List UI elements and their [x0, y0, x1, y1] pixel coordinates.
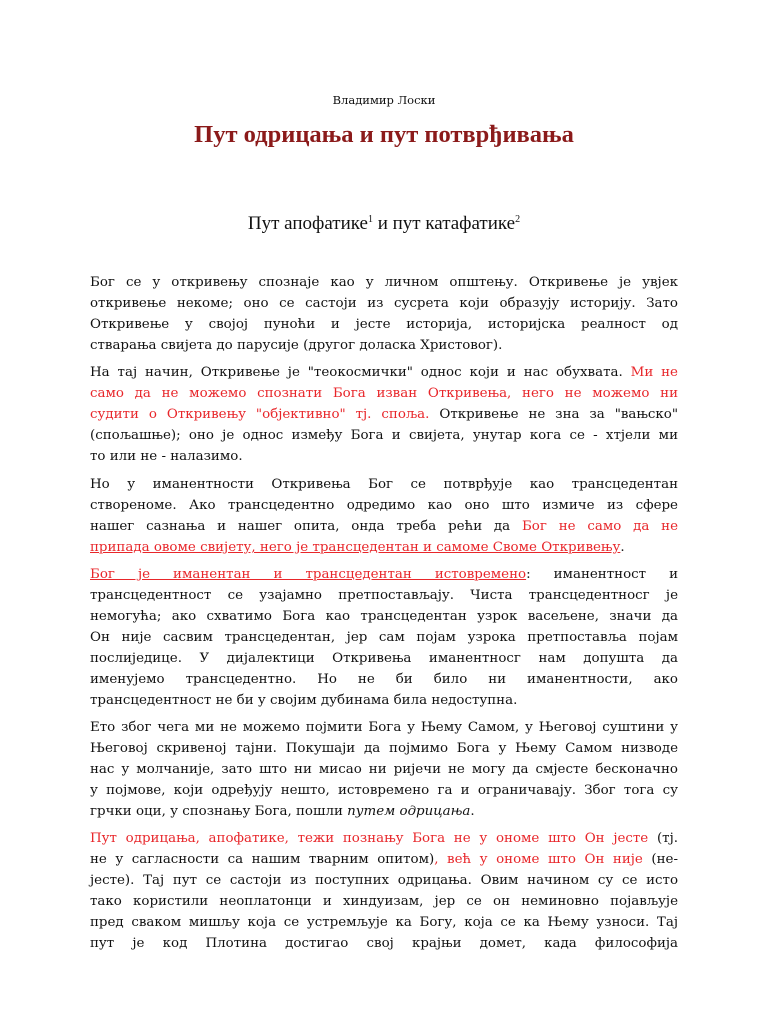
- paragraph-4-line: трансцедентност не би у својим дубинама била недоступна.: [90, 693, 518, 708]
- text-run: На тај начин, Откривење је "теокосмички" однос који и нас обухвата.: [90, 365, 631, 380]
- paragraph-4-line: немогућа; ако схватимо Бога као трансцедентан узрок васељене, значи да: [90, 609, 678, 624]
- paragraph-1-line: стварања свијета до парусије (другог доласка Христовог).: [90, 338, 503, 353]
- text-run: нашег сазнања и нашег опита, онда треба рећи да: [90, 519, 522, 534]
- paragraph-1-line: Бог се у откривењу спознаје као у личном општењу. Откривење је увјек: [90, 275, 678, 290]
- paragraph-4-line: трансцедентност се узајамно претпостављају. Чиста трансцедентносг је: [90, 588, 678, 603]
- author-name: Владимир Лоски: [332, 93, 436, 107]
- highlighted-text: Бог је иманентан и трансцедентан истовремено: [90, 567, 527, 582]
- emphasized-text: путем одрицања: [347, 804, 471, 819]
- text-run: не у сагласности са нашим тварним опитом): [90, 852, 435, 867]
- paragraph-2-line: (спољашње); оно је однос између Бога и свијета, унутар кога се - хтјели ми: [90, 428, 678, 443]
- paragraph-2-line: [90, 362, 678, 383]
- paragraph-6-line: јесте). Тај пут се састоји из поступних одрицања. Овим начином су се исто: [90, 873, 678, 888]
- heading-part-1: Пут апофатике: [247, 213, 368, 234]
- paragraph-6-line: пут је код Плотина достигао свој крајњи домет, када философија: [90, 936, 678, 951]
- paragraph-5-line: Његовој скривеној тајни. Покушаји да појмимо Бога у Њему Самом низводе: [90, 741, 678, 756]
- highlighted-text: судити о Откривењу "објективно" тј. споља.: [90, 407, 430, 422]
- paragraph-6-line: тако користили неоплатонци и хиндуизам, јер се он неминовно појављује: [90, 894, 678, 909]
- paragraph-2-line: то или не - налазимо.: [90, 449, 243, 464]
- paragraph-5-line: у појмове, који одређују нешто, истовремено га и ограничавају. Због тога су: [90, 783, 678, 798]
- text-run: (не-: [642, 852, 678, 867]
- text-run: Откривење не зна за "вањско": [429, 407, 678, 422]
- text-run: : иманентност и: [526, 567, 678, 582]
- paragraph-6-line: [90, 849, 678, 870]
- paragraph-4-line: послиједице. У дијалектици Откривења иманентносг нам допушта да: [90, 651, 678, 666]
- paragraph-6-line: [90, 828, 678, 849]
- highlighted-text: Бог не само да не: [521, 519, 678, 534]
- paragraph-4-line: [90, 564, 678, 585]
- highlighted-text: Ми не: [630, 365, 678, 380]
- text-run: ,: [434, 852, 448, 867]
- paragraph-5-line: Ето због чега ми не можемо појмити Бога у Њему Самом, у Његовој суштини у: [90, 720, 678, 735]
- paragraph-1-line: Откривење у својој пуноћи и јесте историја, историјска реалност од: [90, 317, 678, 332]
- text-run: .: [470, 804, 475, 819]
- highlighted-text: већ у ономе што Он није: [447, 852, 643, 867]
- document-title: Пут одрицања и пут потврђивања: [194, 121, 574, 148]
- paragraph-4-line: именујемо трансцедентно. Но не би било ни иманентности, ако: [90, 672, 678, 687]
- footnote-ref-2: 2: [515, 214, 521, 225]
- paragraph-3-line: [90, 516, 678, 537]
- highlighted-text: Пут одрицања, апофатике, тежи познању Бога не у ономе што Он јесте: [90, 831, 649, 846]
- paragraph-1-line: откривење некоме; оно се састоји из сусрета који образују историју. Зато: [90, 296, 678, 311]
- paragraph-5-line: нас у молчаније, зато што ни мисао ни ријечи не могу да смјесте бесконачно: [90, 762, 678, 777]
- paragraph-4-line: Он није сасвим трансцедентан, јер сам појам узрока претпоставља појам: [90, 630, 678, 645]
- section-heading: [0, 213, 768, 235]
- paragraph-3-line: створеноме. Ако трансцедентно одредимо као оно што измиче из сфере: [90, 498, 678, 513]
- paragraph-3-line: Но у иманентности Откривења Бог се потврђује као трансцедентан: [90, 477, 678, 492]
- paragraph-3-line: [90, 537, 678, 558]
- paragraph-6-line: пред сваком мишљу која се устремљује ка Богу, која се ка Њему узноси. Тај: [90, 915, 678, 930]
- highlighted-text: припада овоме свијету, него је трансцедентан и самоме Своме Откривењу: [90, 540, 621, 555]
- heading-part-2: и пут катафатике: [372, 213, 516, 234]
- paragraph-2-line: само да не можемо спознати Бога изван Откривења, него не можемо ни: [90, 386, 678, 401]
- text-run: .: [620, 540, 625, 555]
- paragraph-5-line: [90, 801, 678, 822]
- text-run: (тј.: [648, 831, 678, 846]
- footnote-ref-1: 1: [367, 214, 373, 225]
- text-run: грчки оци, у спознању Бога, пошли: [90, 804, 348, 819]
- paragraph-2-line: [90, 404, 678, 425]
